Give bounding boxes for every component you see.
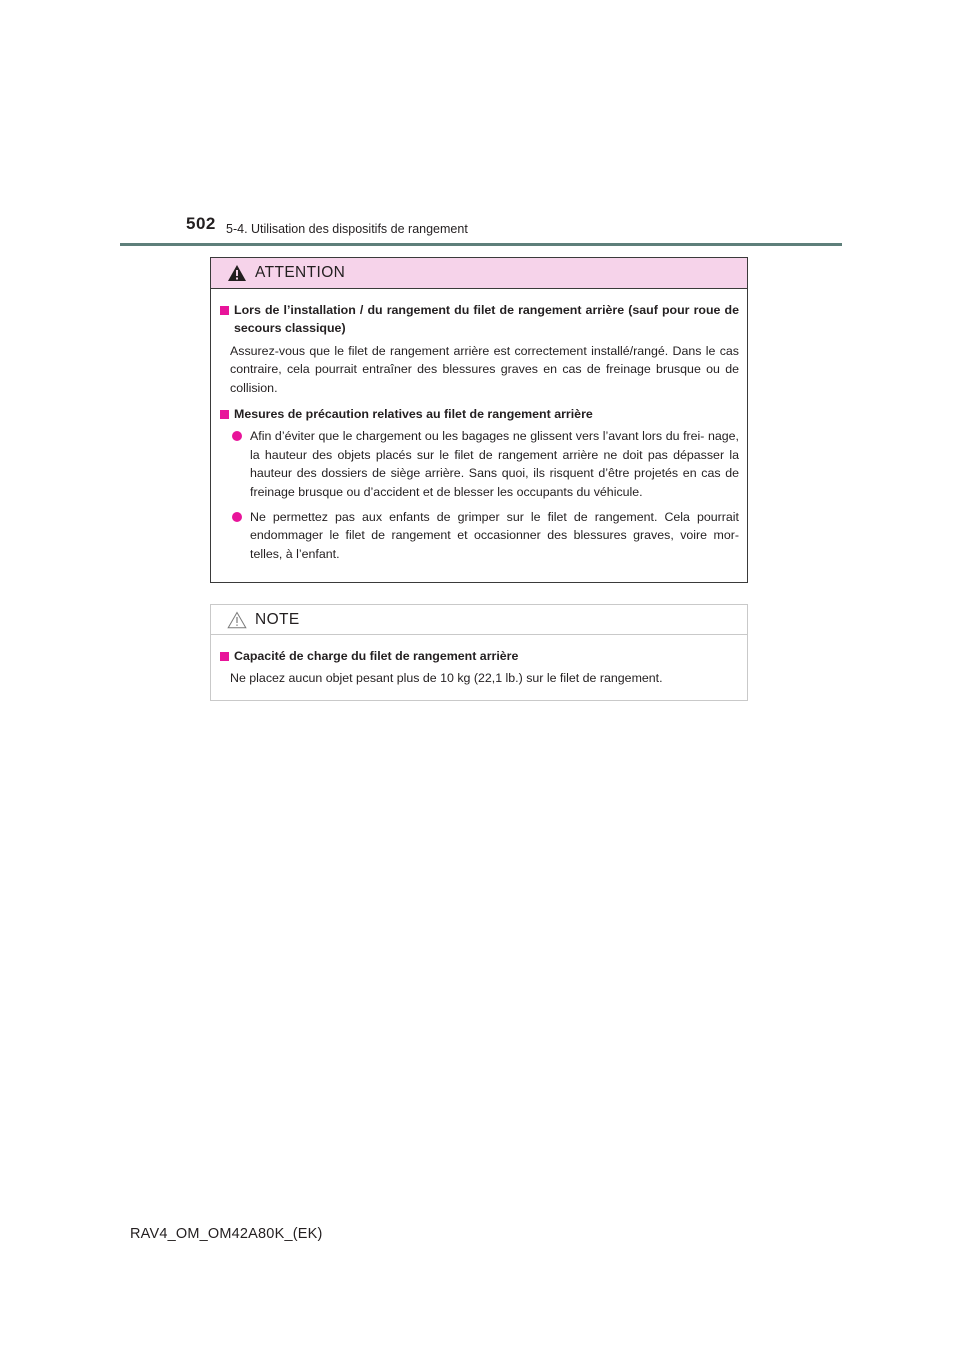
note-paragraph: Ne placez aucun objet pesant plus de 10 kg (22,1 lb.) sur le filet de rangement. [230, 671, 663, 686]
attention-bullet-1 [232, 427, 739, 501]
page-number: 502 [186, 214, 216, 233]
square-bullet-icon [220, 652, 229, 661]
note-label: NOTE [255, 610, 300, 628]
note-heading [220, 647, 739, 665]
attention-bullet-2 [232, 508, 739, 563]
attention-heading-2 [220, 405, 739, 423]
note-header [211, 605, 747, 635]
warning-triangle-outline-icon [227, 611, 247, 629]
warning-triangle-icon [227, 264, 247, 282]
attention-heading-2-text: Mesures de précaution relatives au filet de rangement arrière [234, 407, 593, 422]
attention-header [211, 258, 747, 289]
attention-bullet-1-text: Afin d’éviter que le chargement ou les bagages ne glissent vers l’avant lors du frei- nage, la hauteur des objets placés sur le filet de rangement arrière ne doit pas dépasser la hauteur des dossiers de siège arrière. Sans quoi, ils risquent d’être projetés en cas de freinage brusque ou d’accident et de blesser les occupants du véhicule. [250, 429, 739, 499]
header-rule [120, 243, 842, 246]
circle-bullet-icon [232, 512, 242, 522]
note-body [211, 635, 747, 688]
attention-label: ATTENTION [255, 264, 346, 281]
circle-bullet-icon [232, 431, 242, 441]
note-box [210, 604, 748, 701]
square-bullet-icon [220, 410, 229, 419]
footer-code: RAV4_OM_OM42A80K_(EK) [130, 1226, 323, 1242]
note-heading-text: Capacité de charge du filet de rangement arrière [234, 649, 519, 663]
attention-heading-1 [220, 301, 739, 338]
attention-heading-1-text: Lors de l’installation / du rangement du filet de rangement arrière (sauf pour roue de secours classique) [234, 303, 739, 336]
section-title: 5-4. Utilisation des dispositifs de rangement [226, 222, 468, 236]
attention-body [211, 289, 747, 563]
attention-box [210, 257, 748, 583]
attention-bullet-2-text: Ne permettez pas aux enfants de grimper sur le filet de rangement. Cela pourrait endommager le filet de rangement et occasionner des blessures graves, voire mor- telles, à l’enfant. [250, 510, 739, 561]
attention-paragraph-1: Assurez-vous que le filet de rangement arrière est correctement installé/rangé. Dans le cas contraire, cela pourrait entraîner des blessures graves en cas de freinage brusque ou de collision. [230, 343, 739, 395]
square-bullet-icon [220, 306, 229, 315]
